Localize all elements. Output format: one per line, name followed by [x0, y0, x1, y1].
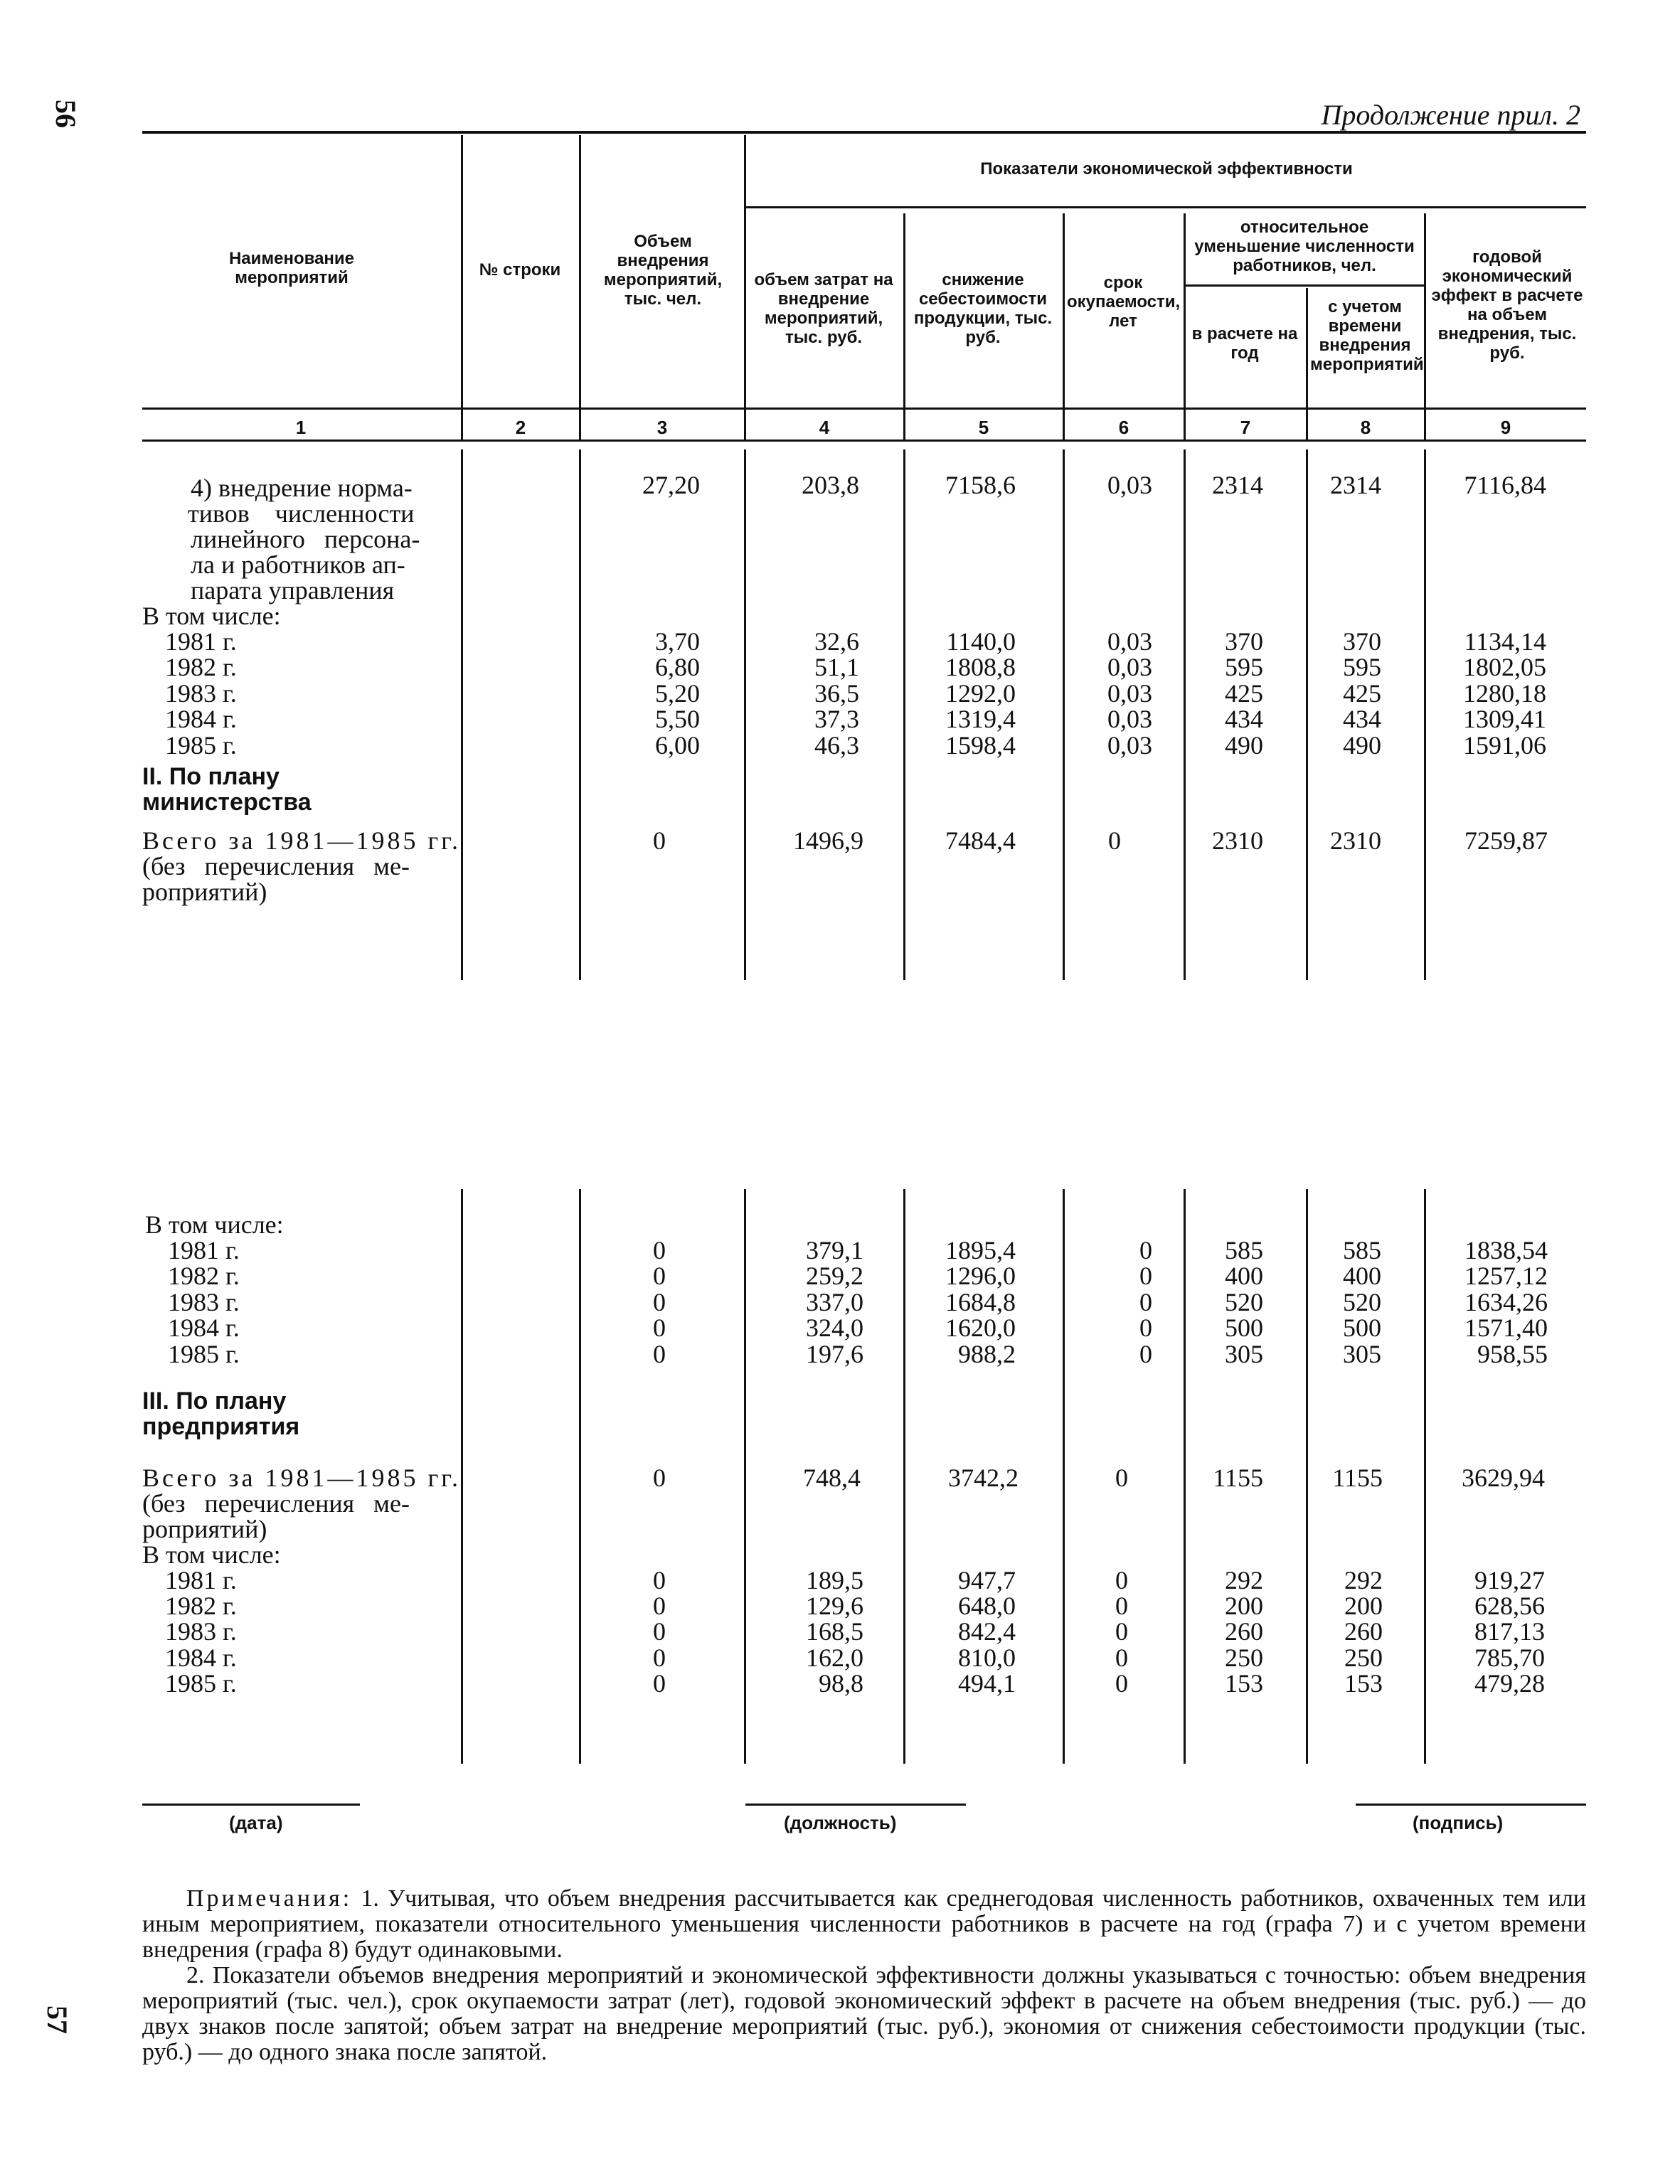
cell-cost: 51,1 [814, 653, 859, 682]
header-divider [1184, 213, 1186, 410]
block1-with-time: 2314 [1330, 471, 1381, 499]
cell-per-year: 585 [1225, 1236, 1263, 1264]
block1-payback: 0,03 [1107, 471, 1152, 499]
cell-with-time: 370 [1343, 627, 1381, 656]
year-label: 1983 г. [168, 1287, 240, 1316]
body-divider [579, 1189, 581, 1764]
cell-payback: 0 [1139, 1339, 1152, 1368]
cell-payback: 0 [1139, 1236, 1152, 1264]
cell-annual-effect: 1257,12 [1464, 1262, 1548, 1291]
year-label: 1982 г. [165, 1592, 237, 1621]
cell-annual-effect: 1571,40 [1464, 1314, 1548, 1343]
total-line: Всего за 1981—1985 гг. [142, 1464, 461, 1492]
body-divider [1184, 1189, 1186, 1764]
cell-payback: 0 [1139, 1287, 1152, 1316]
date-line [142, 1804, 360, 1806]
cell-cost: 337,0 [806, 1287, 863, 1316]
signature-line [1356, 1804, 1586, 1806]
cell-with-time: 434 [1343, 705, 1381, 734]
cell-cost: 98,8 [819, 1668, 863, 1698]
section2-total-annual-effect: 7259,87 [1464, 826, 1548, 855]
note-1-text: 1. Учитывая, что объем внедрения рассчитывается как среднегодовая численность работников, охваченных тем или иным мероприятием, показатели относительного уменьшения численности работников в расчете на год (графа 7) и с учетом времени внедрения (графа 8) будут одинаковыми. [142, 1885, 1587, 1963]
section3-heading [142, 1388, 299, 1439]
label-line: тивов численности [188, 499, 415, 528]
cell-per-year: 520 [1225, 1287, 1263, 1316]
cell-reduction: 1292,0 [945, 678, 1016, 708]
section2-total-per-year: 2310 [1212, 826, 1263, 855]
section2-total-label [142, 828, 461, 905]
cell-reduction: 988,2 [958, 1339, 1016, 1368]
cell-with-time: 153 [1344, 1668, 1383, 1698]
cell-with-time: 305 [1343, 1339, 1381, 1368]
colnum-divider [1306, 410, 1308, 440]
position-line [745, 1804, 966, 1806]
cell-cost: 36,5 [814, 678, 859, 708]
header-divider [461, 135, 463, 410]
cell-payback: 0,03 [1107, 705, 1152, 734]
body-divider [903, 1189, 905, 1764]
cell-per-year: 153 [1225, 1668, 1263, 1698]
column-number: 2 [515, 417, 526, 438]
cell-payback: 0 [1139, 1314, 1152, 1343]
cell-annual-effect: 479,28 [1474, 1668, 1545, 1698]
body-divider [744, 449, 746, 980]
column-number: 4 [819, 417, 830, 438]
cell-per-year: 595 [1225, 653, 1263, 682]
cell-annual-effect: 1280,18 [1463, 678, 1546, 708]
cell-with-time: 200 [1344, 1592, 1383, 1621]
colnum-divider [461, 410, 463, 440]
cell-reduction: 1808,8 [945, 653, 1016, 682]
header-bottom-rule [142, 407, 1586, 410]
section3-total-reduction: 3742,2 [948, 1464, 1019, 1492]
column-number: 1 [295, 417, 307, 438]
cell-reduction: 1598,4 [945, 730, 1016, 760]
label-line: линейного персона- [191, 525, 420, 553]
year-label: 1981 г. [165, 627, 237, 656]
block1-label [188, 474, 420, 604]
cell-payback: 0,03 [1107, 730, 1152, 760]
year-label: 1984 г. [165, 1643, 237, 1672]
note-1 [142, 1886, 1586, 1963]
year-label: 1982 г. [165, 653, 237, 682]
body-divider [579, 449, 581, 980]
cell-reduction: 1620,0 [945, 1314, 1016, 1343]
group-rule [745, 206, 1586, 208]
colnum-divider [579, 410, 581, 440]
cell-with-time: 250 [1344, 1643, 1383, 1672]
cell-reduction: 842,4 [958, 1617, 1016, 1646]
cell-cost: 162,0 [806, 1643, 863, 1672]
cell-with-time: 595 [1343, 653, 1381, 682]
cell-cost: 129,6 [806, 1592, 863, 1621]
body-divider [1424, 1189, 1426, 1764]
body-divider [1424, 449, 1426, 980]
header-divider [1424, 213, 1426, 410]
cell-with-time: 400 [1343, 1262, 1381, 1291]
cell-per-year: 305 [1225, 1339, 1263, 1368]
block1-annual-effect: 7116,84 [1464, 471, 1546, 499]
body-divider [1306, 449, 1308, 980]
cell-volume: 0 [653, 1262, 666, 1291]
body-divider [1184, 449, 1186, 980]
header-divider [1306, 288, 1308, 410]
section3-total-cost: 748,4 [803, 1464, 861, 1492]
column-number: 6 [1118, 417, 1129, 438]
position-label: (должность) [784, 1812, 897, 1833]
section3-subhead: В том числе: [142, 1540, 281, 1569]
cell-annual-effect: 785,70 [1474, 1643, 1545, 1672]
signature-label: (подпись) [1413, 1812, 1504, 1833]
colnum-divider [903, 410, 905, 440]
cell-per-year: 500 [1225, 1314, 1263, 1343]
cell-volume: 0 [653, 1592, 666, 1621]
colnum-divider [1424, 410, 1426, 440]
cell-cost: 168,5 [806, 1617, 863, 1646]
year-label: 1983 г. [165, 678, 237, 708]
block1-subhead: В том числе: [142, 602, 281, 630]
header-relative-group: относительное уменьшение численности работников, чел. [1194, 218, 1415, 275]
cell-per-year: 400 [1225, 1262, 1263, 1291]
column-number: 7 [1240, 417, 1251, 438]
column-number: 8 [1360, 417, 1371, 438]
cell-annual-effect: 628,56 [1474, 1592, 1545, 1621]
section2-total-reduction: 7484,4 [945, 826, 1016, 855]
cell-volume: 0 [653, 1566, 666, 1594]
cell-reduction: 810,0 [958, 1643, 1016, 1672]
header-name: Наименование мероприятий [228, 249, 355, 287]
header-annual-effect: годовой экономический эффект в расчете на объем внедрения, тыс. руб. [1431, 247, 1583, 363]
cell-reduction: 1140,0 [946, 627, 1016, 656]
body-divider [903, 449, 905, 980]
cell-payback: 0 [1115, 1592, 1128, 1621]
section3-total-label [142, 1465, 461, 1542]
cell-annual-effect: 1309,41 [1463, 705, 1546, 734]
cell-per-year: 260 [1225, 1617, 1263, 1646]
block1-reduction: 7158,6 [945, 471, 1016, 499]
section3-total-volume: 0 [653, 1464, 666, 1492]
cell-with-time: 292 [1344, 1566, 1383, 1594]
year-label: 1985 г. [165, 1668, 237, 1698]
year-label: 1981 г. [168, 1236, 240, 1264]
cell-volume: 0 [653, 1339, 666, 1368]
section2-total-cost: 1496,9 [793, 826, 863, 855]
subgroup-rule [1185, 284, 1425, 287]
header-reduction: снижение себестоимости продукции, тыс. руб. [913, 270, 1053, 347]
label-line: ла и работников ап- [191, 550, 405, 579]
cell-per-year: 490 [1225, 730, 1263, 760]
header-volume: Объем внедрения мероприятий, тыс. чел. [603, 232, 723, 309]
cell-volume: 0 [653, 1314, 666, 1343]
cell-payback: 0,03 [1107, 653, 1152, 682]
cell-payback: 0 [1115, 1566, 1128, 1594]
section2-heading [142, 764, 312, 815]
column-number: 5 [978, 417, 989, 438]
cell-volume: 0 [653, 1643, 666, 1672]
year-label: 1981 г. [165, 1566, 237, 1594]
block1-cost: 203,8 [802, 471, 859, 499]
cell-annual-effect: 1802,05 [1463, 653, 1546, 682]
note-2: 2. Показатели объемов внедрения мероприятий и экономической эффективности должны указываться с точностью: объем внедрения мероприятий (тыс. чел.), срок окупаемости затрат (лет), годовой экономический эффект в расчете на объем внедрения (тыс. руб.) — до двух знаков после запятой; объем затрат на внедрение мероприятий (тыс. руб.), экономия от снижения себестоимости продукции (тыс. руб.) — до одного знака после запятой. [142, 1962, 1586, 2065]
section3-total-with-time: 1155 [1332, 1464, 1383, 1492]
cell-cost: 324,0 [806, 1314, 863, 1343]
cell-volume: 5,20 [655, 678, 700, 708]
header-divider [1063, 213, 1065, 410]
cell-with-time: 585 [1343, 1236, 1381, 1264]
total-line: роприятий) [142, 878, 267, 906]
section3-total-per-year: 1155 [1213, 1464, 1263, 1492]
cell-reduction: 947,7 [958, 1566, 1016, 1594]
total-line: роприятий) [142, 1515, 267, 1543]
cell-payback: 0 [1115, 1643, 1128, 1672]
cell-annual-effect: 1634,26 [1464, 1287, 1548, 1316]
page-number-top: 56 [50, 100, 82, 128]
section3-total-annual-effect: 3629,94 [1462, 1464, 1545, 1492]
section2-subhead: В том числе: [145, 1210, 284, 1239]
colnum-divider [1063, 410, 1065, 440]
cell-cost: 189,5 [806, 1566, 863, 1594]
top-rule [142, 131, 1586, 134]
cell-payback: 0 [1115, 1668, 1128, 1698]
cell-with-time: 260 [1344, 1617, 1383, 1646]
cell-reduction: 1319,4 [945, 705, 1016, 734]
section3-total-payback: 0 [1115, 1464, 1128, 1492]
page-number-bottom: 57 [41, 2005, 73, 2034]
year-label: 1985 г. [168, 1339, 240, 1368]
section2-total-with-time: 2310 [1330, 826, 1381, 855]
year-label: 1985 г. [165, 730, 237, 760]
cell-volume: 6,00 [655, 730, 700, 760]
cell-cost: 259,2 [806, 1262, 863, 1291]
block1-volume: 27,20 [642, 471, 700, 499]
cell-volume: 0 [653, 1617, 666, 1646]
heading-line: II. По плану [142, 763, 280, 790]
total-line: Всего за 1981—1985 гг. [142, 826, 461, 855]
header-divider [744, 135, 746, 410]
year-label: 1984 г. [168, 1314, 240, 1343]
notes-title: Примечания: [186, 1885, 353, 1912]
body-divider [461, 1189, 463, 1764]
cell-annual-effect: 919,27 [1474, 1566, 1545, 1594]
year-label: 1982 г. [168, 1262, 240, 1291]
cell-payback: 0,03 [1107, 678, 1152, 708]
body-divider [461, 449, 463, 980]
cell-annual-effect: 1838,54 [1464, 1236, 1548, 1264]
label-line: парата управления [191, 576, 395, 604]
cell-volume: 5,50 [655, 705, 700, 734]
cell-volume: 0 [653, 1287, 666, 1316]
year-label: 1984 г. [165, 705, 237, 734]
header-cost: объем затрат на внедрение мероприятий, тыс. руб. [754, 270, 893, 347]
header-divider [579, 135, 581, 410]
cell-cost: 197,6 [806, 1339, 863, 1368]
header-with-time: с учетом времени внедрения мероприятий [1310, 297, 1424, 374]
cell-annual-effect: 817,13 [1474, 1617, 1545, 1646]
total-line: (без перечисления ме- [142, 1489, 410, 1518]
cell-reduction: 1895,4 [945, 1236, 1016, 1264]
block1-per-year: 2314 [1212, 471, 1263, 499]
body-divider [744, 1189, 746, 1764]
running-head: Продолжение прил. 2 [1321, 99, 1580, 131]
cell-payback: 0 [1115, 1617, 1128, 1646]
cell-per-year: 200 [1225, 1592, 1263, 1621]
header-row-no: № строки [479, 260, 561, 279]
cell-reduction: 1296,0 [945, 1262, 1016, 1291]
cell-per-year: 292 [1225, 1566, 1263, 1594]
cell-cost: 46,3 [814, 730, 859, 760]
cell-annual-effect: 1134,14 [1464, 627, 1546, 656]
cell-per-year: 370 [1225, 627, 1263, 656]
heading-line: министерства [142, 789, 312, 816]
cell-reduction: 494,1 [958, 1668, 1016, 1698]
cell-reduction: 648,0 [958, 1592, 1016, 1621]
body-divider [1063, 1189, 1065, 1764]
cell-per-year: 250 [1225, 1643, 1263, 1672]
cell-annual-effect: 958,55 [1477, 1339, 1548, 1368]
column-number: 9 [1500, 417, 1511, 438]
header-per-year: в расчете на год [1191, 324, 1298, 363]
cell-per-year: 434 [1225, 705, 1263, 734]
body-divider [1306, 1189, 1308, 1764]
cell-reduction: 1684,8 [945, 1287, 1016, 1316]
cell-annual-effect: 1591,06 [1463, 730, 1546, 760]
header-payback: срок окупаемости, лет [1067, 273, 1181, 331]
cell-volume: 6,80 [655, 653, 700, 682]
cell-volume: 0 [653, 1236, 666, 1264]
notes [142, 1886, 1586, 2065]
cell-volume: 3,70 [655, 627, 700, 656]
section2-total-payback: 0 [1108, 826, 1121, 855]
cell-with-time: 520 [1343, 1287, 1381, 1316]
header-group: Показатели экономической эффективности [980, 159, 1353, 179]
body-divider [1063, 449, 1065, 980]
cell-with-time: 500 [1343, 1314, 1381, 1343]
cell-with-time: 425 [1343, 678, 1381, 708]
cell-per-year: 425 [1225, 678, 1263, 708]
heading-line: III. По плану [142, 1387, 287, 1415]
cell-payback: 0,03 [1107, 627, 1152, 656]
label-line: 4) внедрение норма- [191, 474, 413, 502]
colnum-rule [142, 440, 1586, 442]
date-label: (дата) [229, 1812, 283, 1833]
year-label: 1983 г. [165, 1617, 237, 1646]
colnum-divider [744, 410, 746, 440]
header-divider [903, 213, 905, 410]
cell-payback: 0 [1139, 1262, 1152, 1291]
cell-cost: 32,6 [814, 627, 859, 656]
cell-cost: 37,3 [814, 705, 859, 734]
section2-total-volume: 0 [653, 826, 666, 855]
cell-cost: 379,1 [806, 1236, 863, 1264]
heading-line: предприятия [142, 1413, 300, 1440]
cell-volume: 0 [653, 1668, 666, 1698]
cell-with-time: 490 [1343, 730, 1381, 760]
colnum-divider [1184, 410, 1186, 440]
column-number: 3 [656, 417, 668, 438]
total-line: (без перечисления ме- [142, 852, 410, 880]
